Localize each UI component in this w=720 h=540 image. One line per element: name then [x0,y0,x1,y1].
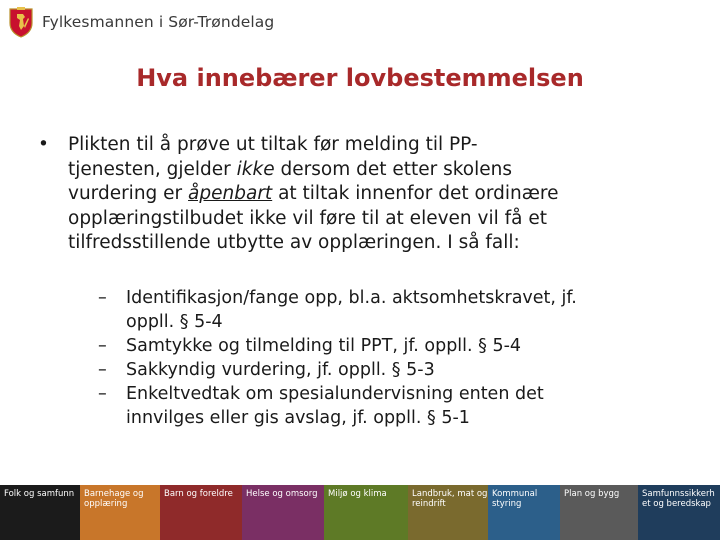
bullet-line-5: tilfredsstillende utbytte av opplæringen. I så fall: [68,232,520,253]
bullet-line-2: tjenesten, gjelder ikke dersom det etter skolens [68,158,513,180]
footer-link-plan-og-bygg[interactable]: Plan og bygg [560,485,638,540]
sub-bullet-line: innvilges eller gis avslag, jf. oppll. § 5-1 [126,408,470,428]
footer-link-samfunnssikkerhet-og-beredskap[interactable]: Samfunnssikkerh et og beredskap [638,485,720,540]
footer-link-helse-og-omsorg[interactable]: Helse og omsorg [242,485,324,540]
sub-bullet-line: Identifikasjon/fange opp, bl.a. aktsomhetskravet, jf. [126,288,577,308]
dash-marker: – [98,288,107,308]
emphasis-ikke: ikke [236,158,275,180]
footer-topic-bar [0,485,720,540]
sub-bullet-list [98,286,658,430]
footer-link-barn-og-foreldre[interactable]: Barn og foreldre [160,485,242,540]
dash-marker: – [98,384,107,404]
coat-of-arms-icon [8,6,34,38]
footer-link-folk-og-samfunn[interactable]: Folk og samfunn [0,485,80,540]
footer-link-barnehage-og-opplaering[interactable]: Barnehage og opplæring [80,485,160,540]
bullet-marker: • [38,134,49,155]
dash-marker: – [98,360,107,380]
sub-bullet-item [98,382,658,430]
emphasis-apenbart: åpenbart [188,183,273,204]
sub-bullet-line: Enkeltvedtak om spesialundervisning enten det [126,384,544,404]
footer-link-landbruk-mat-og-reindrift[interactable]: Landbruk, mat og reindrift [408,485,488,540]
sub-bullet-item [98,358,658,382]
sub-bullet-line: oppll. § 5-4 [126,312,223,332]
dash-marker: – [98,336,107,356]
header [8,6,274,38]
bullet-line-4: opplæringstilbudet ikke vil føre til at eleven vil få et [68,207,547,229]
sub-bullet-item [98,334,658,358]
footer-link-miljo-og-klima[interactable]: Miljø og klima [324,485,408,540]
sub-bullet-line: Samtykke og tilmelding til PPT, jf. oppll. § 5-4 [126,336,522,356]
bullet-text [68,133,673,256]
footer-link-kommunal-styring[interactable]: Kommunal styring [488,485,560,540]
bullet-line-3: vurdering er åpenbart at tiltak innenfor det ordinære [68,183,559,204]
sub-bullet-item [98,286,658,334]
org-name: Fylkesmannen i Sør-Trøndelag [42,13,275,31]
bullet-line-1: Plikten til å prøve ut tiltak før melding til PP- [68,134,478,155]
sub-bullet-line: Sakkyndig vurdering, jf. oppll. § 5-3 [126,360,435,380]
slide-title: Hva innebærer lovbestemmelsen [136,64,584,92]
